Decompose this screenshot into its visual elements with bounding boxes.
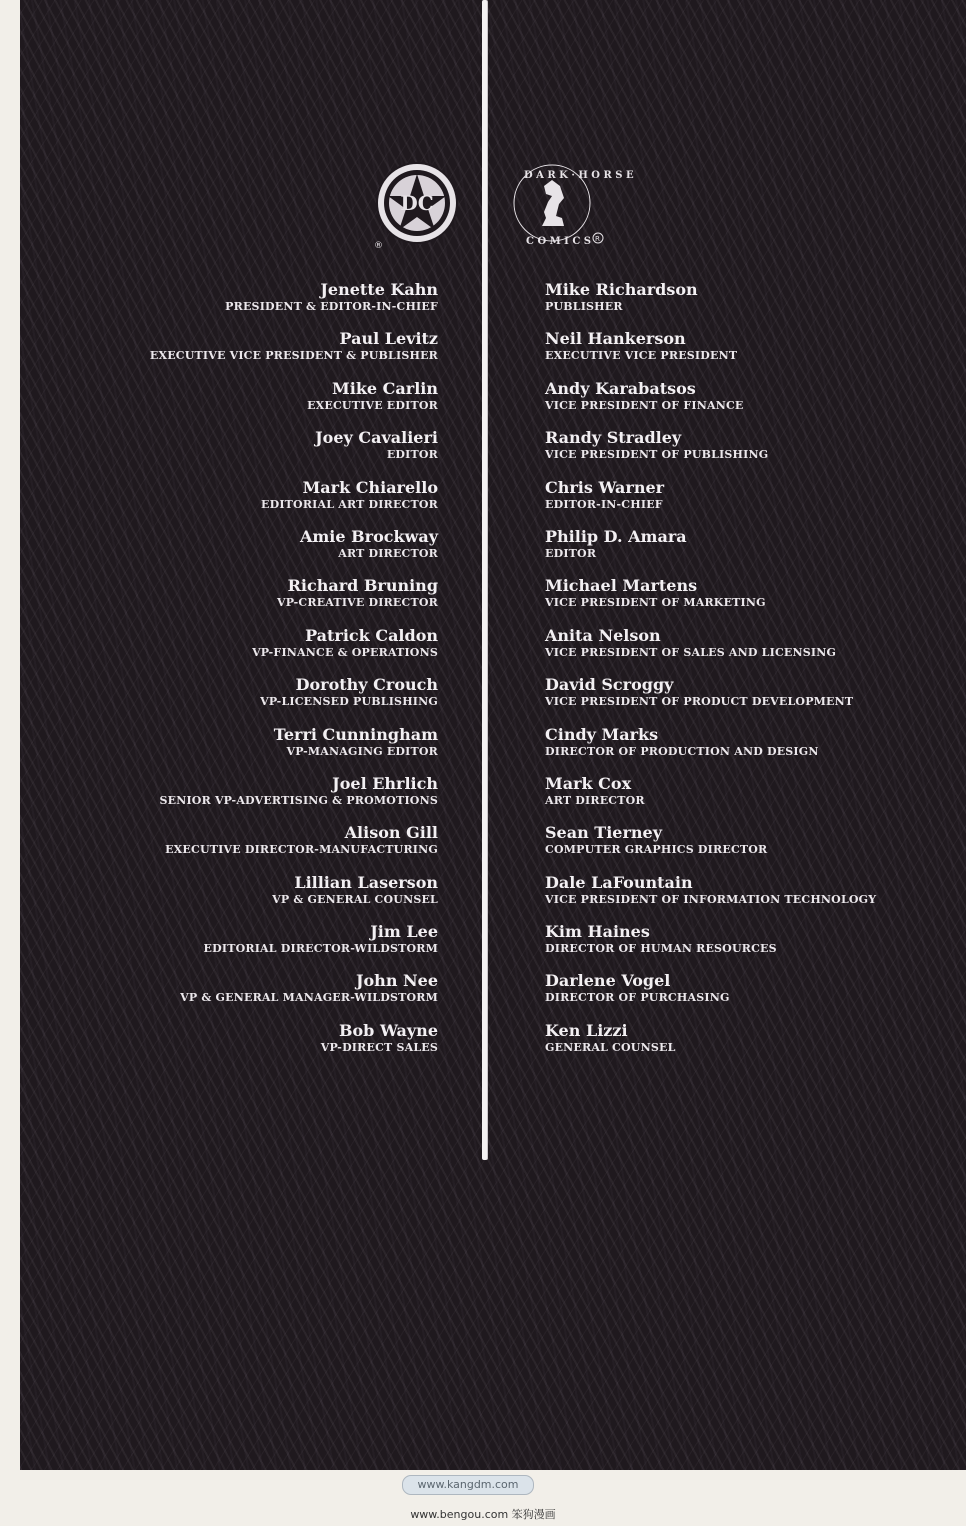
staff-name: Mike Richardson [545,280,698,299]
staff-name: David Scroggy [545,675,674,695]
staff-role: PUBLISHER [545,300,623,313]
staff-entry [120,922,438,971]
staff-name: Joey Cavalieri [315,428,438,448]
staff-name: Dorothy Crouch [295,675,438,695]
staff-name: Philip D. Amara [545,526,687,546]
staff-name: Mike Carlin [332,378,438,398]
staff-name: Richard Bruning [287,576,438,596]
dark-horse-logo-icon [504,160,634,250]
staff-role: VP & GENERAL MANAGER-WILDSTORM [180,991,438,1005]
staff-entry [120,379,438,428]
staff-name: Ken Lizzi [545,1020,628,1040]
staff-entry [120,626,438,675]
staff-entry [545,922,935,971]
dc-staff-list [120,280,438,1070]
staff-name: Lillian Laserson [294,872,438,892]
staff-entry [120,478,438,527]
staff-role: VP & GENERAL COUNSEL [272,892,438,906]
staff-entry [120,971,438,1020]
staff-name: Dale LaFountain [545,872,693,892]
staff-role: VP-CREATIVE DIRECTOR [277,596,438,610]
staff-role: EXECUTIVE DIRECTOR-MANUFACTURING [165,843,438,857]
staff-name: Mark Cox [545,773,632,793]
staff-name: Anita Nelson [545,625,661,645]
staff-role: SENIOR VP-ADVERTISING & PROMOTIONS [159,793,438,807]
staff-entry [120,873,438,922]
staff-name: Neil Hankerson [545,329,686,349]
staff-name: Andy Karabatsos [545,378,696,398]
staff-name: Terri Cunningham [273,724,438,744]
staff-name: Sean Tierney [545,823,663,843]
staff-role: VP-MANAGING EDITOR [286,744,438,758]
staff-role: VICE PRESIDENT OF SALES AND LICENSING [545,645,837,659]
svg-text:C O M I C S: C O M I C S [526,236,592,247]
staff-entry [120,774,438,823]
staff-role: COMPUTER GRAPHICS DIRECTOR [545,843,768,857]
staff-name: John Nee [355,971,438,991]
bottom-watermark: www.bengou.com 笨狗漫画 [410,1508,556,1521]
staff-name: Jim Lee [370,922,438,942]
staff-name: Michael Martens [545,576,698,596]
staff-entry [120,576,438,625]
staff-entry [545,823,935,872]
staff-role: VICE PRESIDENT OF PRODUCT DEVELOPMENT [545,695,854,709]
staff-role: EXECUTIVE EDITOR [307,398,438,412]
staff-name: Darlene Vogel [545,971,671,991]
staff-entry [545,725,935,774]
staff-role: ART DIRECTOR [338,546,438,560]
staff-entry [545,873,935,922]
staff-entry [545,675,935,724]
staff-name: Kim Haines [545,922,650,942]
staff-role: EDITORIAL DIRECTOR-WILDSTORM [203,942,438,956]
staff-name: Jenette Kahn [320,280,438,299]
staff-role: DIRECTOR OF PRODUCTION AND DESIGN [545,744,819,758]
staff-entry [120,725,438,774]
staff-entry [545,527,935,576]
staff-entry [545,280,935,329]
staff-name: Joel Ehrlich [332,773,438,793]
staff-name: Randy Stradley [545,428,682,448]
staff-role: VICE PRESIDENT OF MARKETING [545,596,766,610]
staff-entry [545,428,935,477]
staff-role: VP-LICENSED PUBLISHING [260,695,438,709]
svg-text:®: ® [374,241,383,251]
staff-entry [545,576,935,625]
svg-text:R: R [595,235,600,243]
site-watermark: www.kangdm.com [402,1475,534,1495]
staff-entry [545,1021,935,1070]
staff-entry [120,428,438,477]
staff-entry [545,971,935,1020]
staff-name: Amie Brockway [299,526,438,546]
staff-entry [120,675,438,724]
staff-role: DIRECTOR OF HUMAN RESOURCES [545,942,777,956]
staff-name: Cindy Marks [545,724,659,744]
staff-entry [120,527,438,576]
dc-logo-icon [372,160,462,250]
staff-role: ART DIRECTOR [545,793,645,807]
dc-logo-text: DC [400,191,434,215]
staff-role: EXECUTIVE VICE PRESIDENT & PUBLISHER [149,349,438,363]
staff-entry [545,774,935,823]
staff-role: VICE PRESIDENT OF PUBLISHING [545,448,769,462]
dark-horse-staff-list [545,280,935,1070]
staff-name: Bob Wayne [338,1020,438,1040]
staff-role: EDITOR-IN-CHIEF [545,497,663,511]
center-divider-line [482,0,487,1160]
staff-name: Paul Levitz [339,329,438,349]
staff-role: VP-FINANCE & OPERATIONS [252,645,438,659]
staff-entry [120,1021,438,1070]
staff-name: Chris Warner [545,477,665,497]
staff-entry [120,280,438,329]
staff-role: EDITORIAL ART DIRECTOR [261,497,438,511]
staff-entry [545,329,935,378]
staff-name: Mark Chiarello [302,477,438,497]
staff-role: PRESIDENT & EDITOR-IN-CHIEF [225,300,438,313]
staff-name: Patrick Caldon [305,625,438,645]
staff-entry [545,626,935,675]
staff-role: VICE PRESIDENT OF FINANCE [545,398,744,412]
staff-role: GENERAL COUNSEL [545,1040,676,1054]
staff-role: VICE PRESIDENT OF INFORMATION TECHNOLOGY [545,892,877,906]
staff-entry [120,823,438,872]
staff-role: EXECUTIVE VICE PRESIDENT [545,349,738,363]
staff-entry [545,478,935,527]
staff-role: EDITOR [386,448,438,462]
svg-text:D A R K · H O R S E: D A R K · H O R S E [524,170,634,181]
staff-role: VP-DIRECT SALES [320,1040,438,1054]
staff-entry [120,329,438,378]
staff-role: DIRECTOR OF PURCHASING [545,991,730,1005]
staff-role: EDITOR [545,546,597,560]
staff-name: Alison Gill [344,823,438,843]
staff-entry [545,379,935,428]
